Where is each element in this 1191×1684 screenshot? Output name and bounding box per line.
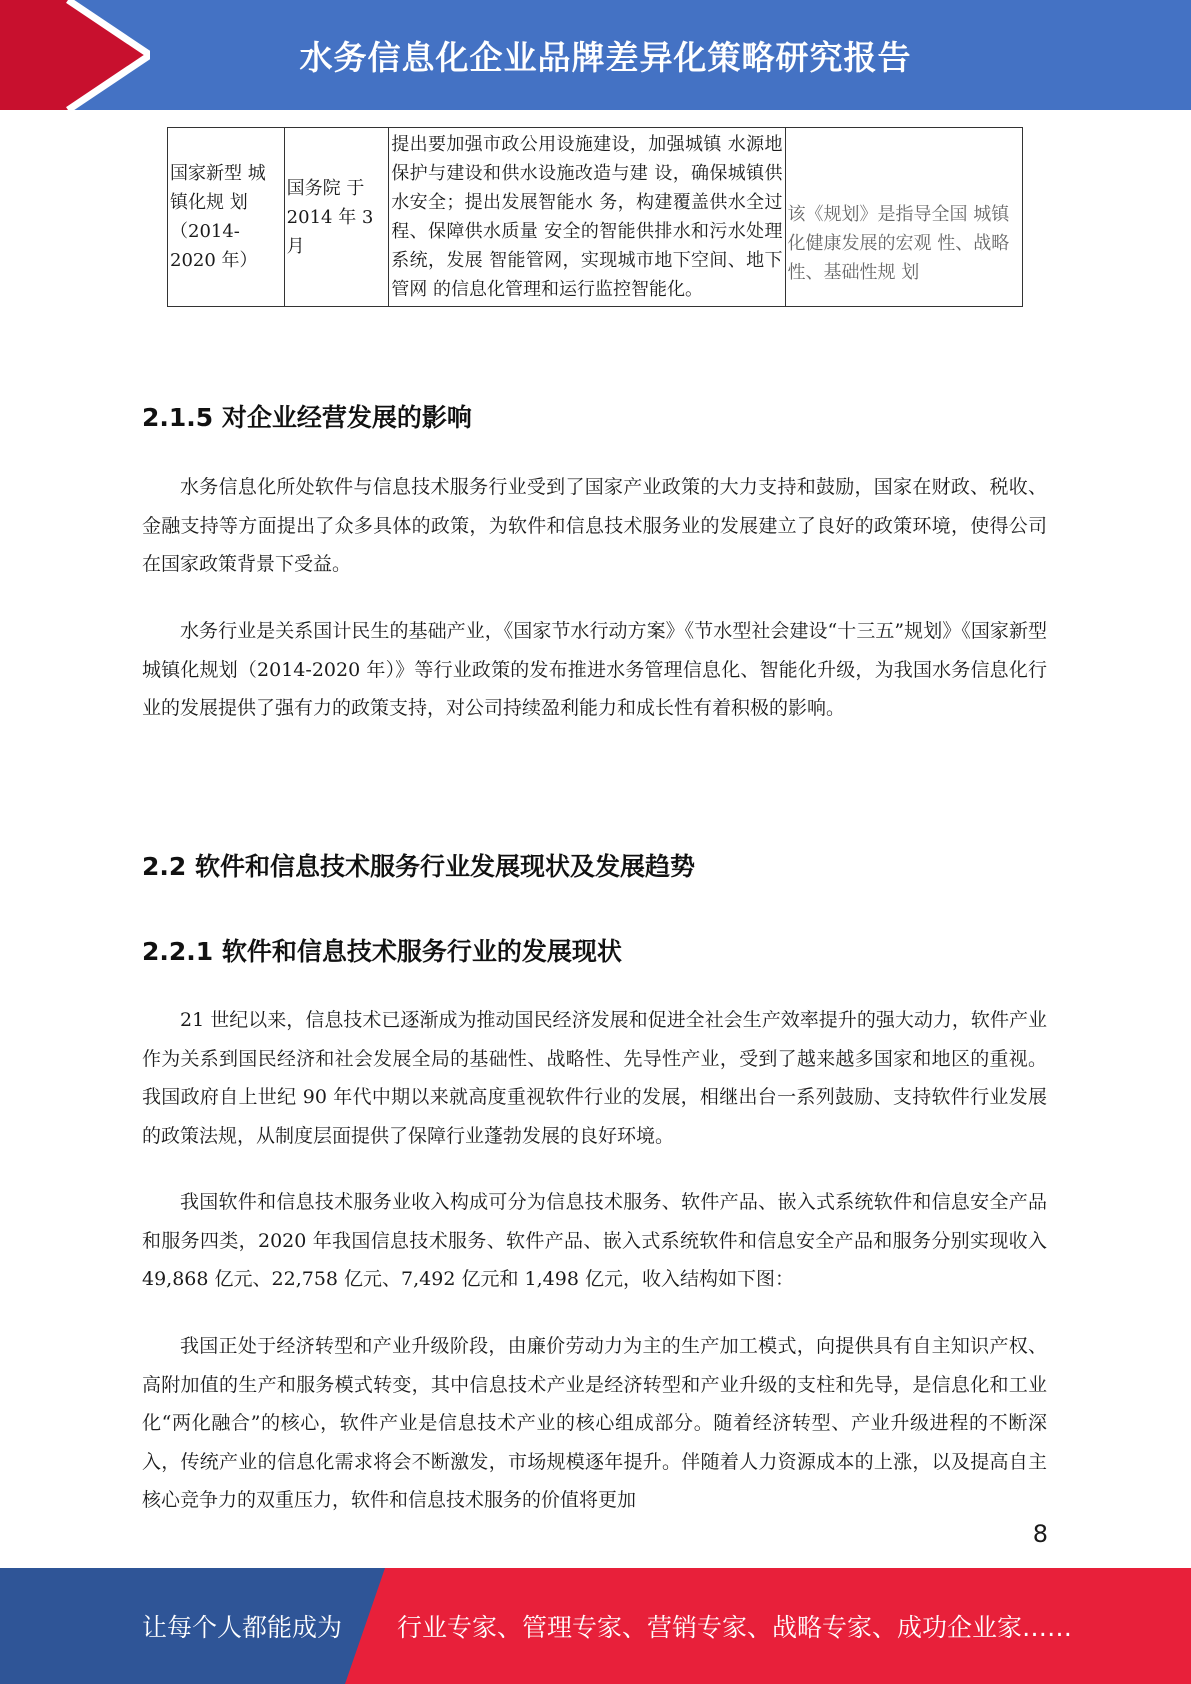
heading-2-1-5: 2.1.5 对企业经营发展的影响: [142, 403, 472, 432]
paragraph-policy-support: 水务信息化所处软件与信息技术服务行业受到了国家产业政策的大力支持和鼓励，国家在财政、税收、金融支持等方面提出了众多具体的政策，为软件和信息技术服务业的发展建立了良好的政策环境，使得公司在国家政策背景下受益。: [142, 476, 1047, 575]
paragraph-water-industry: 水务行业是关系国计民生的基础产业，《国家节水行动方案》《节水型社会建设“十三五”规划》《国家新型城镇化规划（2014-2020 年）》等行业政策的发布推进水务管理信息化、智能化升级，为我国水务信息化行业的发展提供了强有力的政策支持，对公司持续盈利能力和成长性有着积极的影响。: [142, 620, 1047, 719]
policy-name-cell: 国家新型 城镇化规 划（2014-2020 年）: [168, 128, 285, 307]
page-number: 8: [1032, 1520, 1048, 1548]
footer-slogan-left: 让每个人都能成为: [142, 1613, 343, 1642]
paragraph-economic-transition: 我国正处于经济转型和产业升级阶段，由廉价劳动力为主的生产加工模式，向提供具有自主知识产权、高附加值的生产和服务模式转变，其中信息技术产业是经济转型和产业升级的支柱和先导，是信息化和工业化“两化融合”的核心，软件产业是信息技术产业的核心组成部分。随着经济转型、产业升级进程的不断深入，传统产业的信息化需求将会不断激发，市场规模逐年提升。伴随着人力资源成本的上涨，以及提高自主核心竞争力的双重压力，软件和信息技术服务的价值将更加: [142, 1335, 1047, 1511]
issuer-cell: 国务院 于 2014 年 3 月: [284, 128, 389, 307]
paragraph-21st-century: 21 世纪以来，信息技术已逐渐成为推动国民经济发展和促进全社会生产效率提升的强大动力，软件产业作为关系到国民经济和社会发展全局的基础性、战略性、先导性产业，受到了越来越多国家和地区的重视。我国政府自上世纪 90 年代中期以来就高度重视软件行业的发展，相继出台一系列鼓励、支持软件行业发展的政策法规，从制度层面提供了保障行业蓬勃发展的良好环境。: [142, 1009, 1047, 1147]
paragraph-revenue-structure: 我国软件和信息技术服务业收入构成可分为信息技术服务、软件产品、嵌入式系统软件和信息安全产品和服务四类，2020 年我国信息技术服务、软件产品、嵌入式系统软件和信息安全产品和服务分别实现收入 49,868 亿元、22,758 亿元、7,492 亿元和 1,498 亿元，收入结构如下图：: [142, 1191, 1047, 1290]
content-cell: 提出要加强市政公用设施建设，加强城镇 水源地保护与建设和供水设施改造与建 设，确保城镇供水安全；提出发展智能水 务，构建覆盖供水全过程、保障供水质量 安全的智能供排水和污水处理系统，发展 智能管网，实现城市地下空间、地下管网 的信息化管理和运行监控智能化。: [389, 128, 785, 307]
policy-table: [167, 127, 1023, 307]
heading-2-2: 2.2 软件和信息技术服务行业发展现状及发展趋势: [142, 852, 695, 881]
remark-cell: 该《规划》是指导全国 城镇化健康发展的宏观 性、战略性、基础性规 划: [785, 128, 1023, 307]
footer-slogan-right: 行业专家、管理专家、营销专家、战略专家、成功企业家……: [397, 1613, 1073, 1642]
heading-2-2-1: 2.2.1 软件和信息技术服务行业的发展现状: [142, 937, 622, 966]
header-title: 水务信息化企业品牌差异化策略研究报告: [299, 37, 912, 77]
page-footer: [0, 1568, 1191, 1684]
table-row: [168, 128, 1023, 307]
page-header: [0, 0, 1191, 110]
